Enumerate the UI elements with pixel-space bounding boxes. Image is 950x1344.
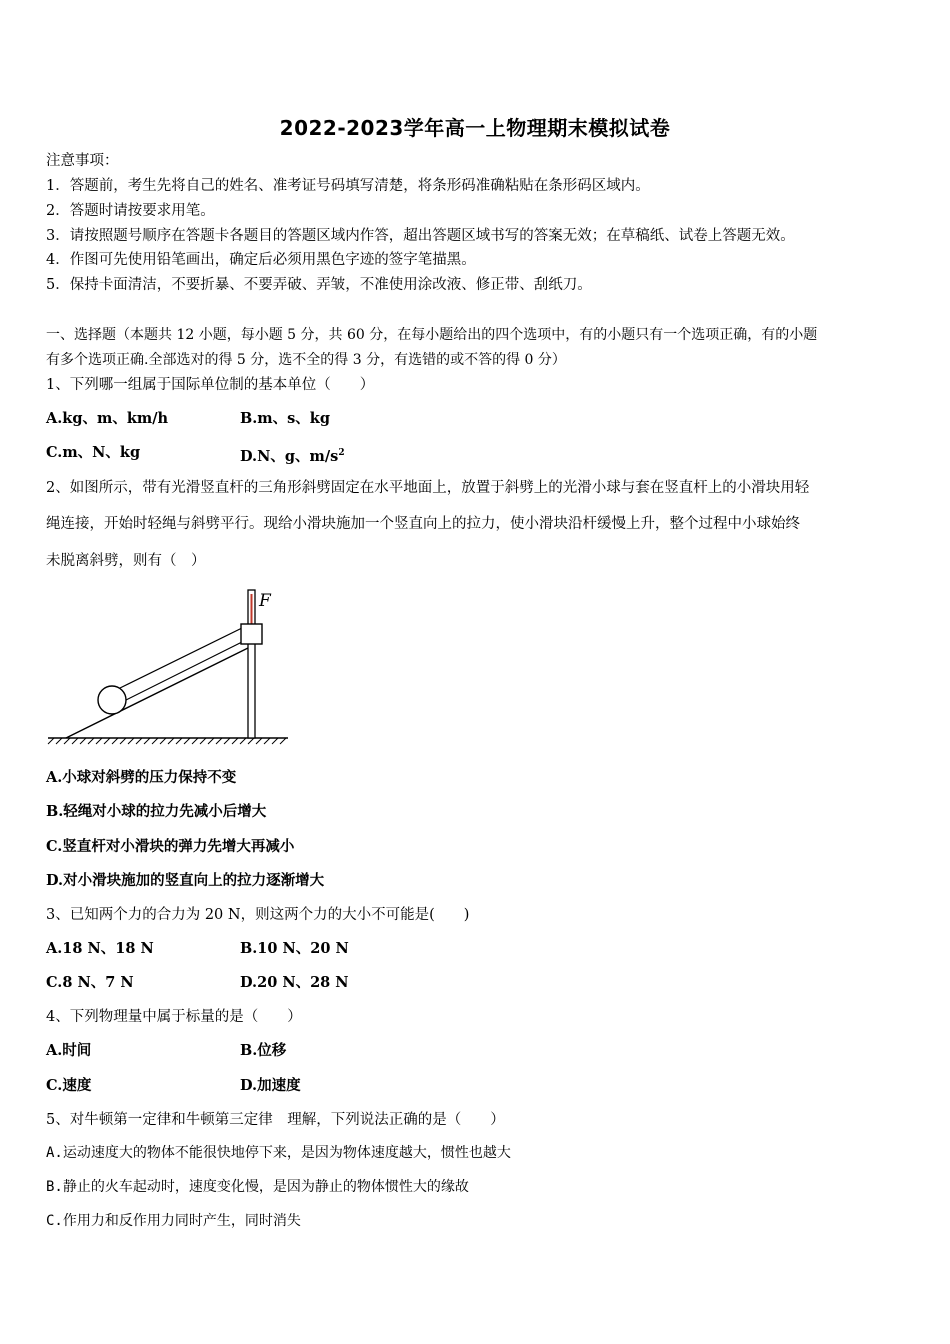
q3-option-b: B.10 N、20 N <box>240 940 349 957</box>
question-2-line2: 绳连接，开始时轻绳与斜劈平行。现给小滑块施加一个竖直向上的拉力，使小滑块沿杆缓慢上升，整个过程中小球始终 <box>46 516 800 532</box>
q4-option-c: C.速度 <box>46 1077 92 1094</box>
notice-item: 2．答题时请按要求用笔。 <box>46 203 215 219</box>
notice-item: 1．答题前，考生先将自己的姓名、准考证号码填写清楚，将条形码准确粘贴在条形码区域内。 <box>46 178 650 194</box>
q1-option-c: C.m、N、kg <box>46 444 141 461</box>
notice-item: 4．作图可先使用铅笔画出，确定后必须用黑色字迹的签字笔描黑。 <box>46 252 476 268</box>
question-1-stem: 1、下列哪一组属于国际单位制的基本单位（ ） <box>46 377 375 393</box>
q4-option-d: D.加速度 <box>240 1077 301 1094</box>
notice-item: 3．请按照题号顺序在答题卡各题目的答题区域内作答，超出答题区域书写的答案无效；在草稿纸、试卷上答题无效。 <box>46 228 795 244</box>
q2-option-b: B.轻绳对小球的拉力先减小后增大 <box>46 803 267 820</box>
q5-option-c: C.作用力和反作用力同时产生，同时消失 <box>46 1213 301 1229</box>
q2-option-d: D.对小滑块施加的竖直向上的拉力逐渐增大 <box>46 872 325 889</box>
section-instructions-line2: 有多个选项正确.全部选对的得 5 分，选不全的得 3 分，有选错的或不答的得 0 分） <box>46 352 566 368</box>
question-4-stem: 4、下列物理量中属于标量的是（ ） <box>46 1009 302 1025</box>
q4-option-b: B.位移 <box>240 1042 287 1059</box>
section-instructions-line1: 一、选择题（本题共 12 小题，每小题 5 分，共 60 分，在每小题给出的四个选项中，有的小题只有一个选项正确，有的小题 <box>46 327 818 343</box>
q1-option-b: B.m、s、kg <box>240 410 330 427</box>
q2-option-a: A.小球对斜劈的压力保持不变 <box>46 769 237 786</box>
question-2-line3: 未脱离斜劈，则有（ ） <box>46 553 206 569</box>
q5-option-b: B.静止的火车起动时，速度变化慢，是因为静止的物体惯性大的缘故 <box>46 1179 469 1195</box>
notice-heading: 注意事项： <box>46 153 119 169</box>
q2-option-c: C.竖直杆对小滑块的弹力先增大再减小 <box>46 838 295 855</box>
q3-option-a: A.18 N、18 N <box>46 940 154 957</box>
q3-option-c: C.8 N、7 N <box>46 974 134 991</box>
question-3-stem: 3、已知两个力的合力为 20 N，则这两个力的大小不可能是( ) <box>46 907 470 923</box>
q3-option-d: D.20 N、28 N <box>240 974 349 991</box>
question-2-line1: 2、如图所示，带有光滑竖直杆的三角形斜劈固定在水平地面上，放置于斜劈上的光滑小球与套在竖直杆上的小滑块用轻 <box>46 480 810 496</box>
force-label: F <box>259 591 271 611</box>
q4-option-a: A.时间 <box>46 1042 92 1059</box>
incline-diagram <box>44 582 294 747</box>
question-5-stem: 5、对牛顿第一定律和牛顿第三定律 理解，下列说法正确的是（ ） <box>46 1112 505 1128</box>
page-title: 2022-2023学年高一上物理期末模拟试卷 <box>279 116 671 140</box>
q1-option-a: A.kg、m、km/h <box>46 410 169 427</box>
superscript: 2 <box>338 448 345 458</box>
notice-item: 5．保持卡面清洁，不要折暴、不要弄破、弄皱，不准使用涂改液、修正带、刮纸刀。 <box>46 277 592 293</box>
q1-option-d: D.N、g、$m/s^2$ <box>240 447 345 465</box>
q5-option-a: A.运动速度大的物体不能很快地停下来，是因为物体速度越大，惯性也越大 <box>46 1145 511 1161</box>
